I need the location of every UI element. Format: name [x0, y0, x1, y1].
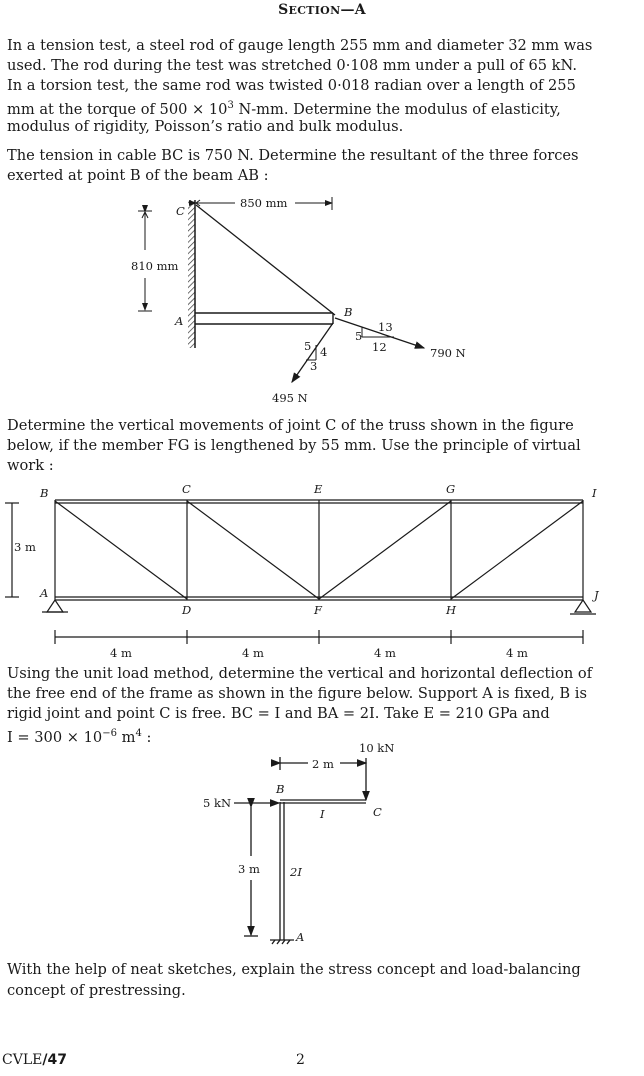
dim-2m: 2 m [312, 757, 334, 771]
q1-line-1: In a tension test, a steel rod of gauge length 255 mm and diameter 32 mm was [7, 37, 593, 54]
svg-text:5: 5 [304, 339, 312, 353]
q2-line-2: exerted at point B of the beam AB : [7, 167, 269, 184]
svg-text:13: 13 [378, 320, 393, 334]
frame-label-c: C [373, 805, 382, 819]
node-j: J [594, 588, 599, 602]
q5-line-1: With the help of neat sketches, explain the stress concept and load-balancing [7, 961, 581, 978]
svg-text:12: 12 [372, 340, 387, 354]
span-3: 4 m [374, 646, 396, 660]
frame-label-i: I [320, 807, 325, 821]
load-5kn: 5 kN [203, 796, 232, 810]
svg-text:5: 5 [355, 329, 363, 343]
q3-line-1: Determine the vertical movements of joint C of the truss shown in the figure [7, 417, 574, 434]
force-790: 790 N [430, 346, 466, 360]
span-1: 4 m [110, 646, 132, 660]
span-4: 4 m [506, 646, 528, 660]
force-495: 495 N [272, 391, 308, 405]
node-h: H [446, 603, 457, 617]
node-d: D [182, 603, 192, 617]
node-i: I [592, 486, 597, 500]
node-g: G [446, 482, 456, 496]
q3-line-2: below, if the member FG is lengthened by 55 mm. Use the principle of virtual [7, 437, 581, 454]
q1-line-3: In a torsion test, the same rod was twisted 0·018 radian over a length of 255 [7, 77, 576, 94]
q4-line-4: $I = 300 \times 10^{-6}$ $m^4$ : [7, 728, 152, 746]
q1-line-2: used. The rod during the test was stretched 0·108 mm under a pull of 65 kN. [7, 57, 577, 74]
span-2: 4 m [242, 646, 264, 660]
frame-label-b: B [276, 782, 285, 796]
node-e: E [314, 482, 323, 496]
frame-label-2i: 2I [290, 865, 302, 879]
q4-line-3: rigid joint and point C is free. BC = I and BA = 2I. Take E = 210 GPa and [7, 705, 550, 722]
frame-label-a: A [296, 930, 305, 944]
q5-line-2: concept of prestressing. [7, 982, 186, 999]
q4-line-1: Using the unit load method, determine the vertical and horizontal deflection of [7, 665, 593, 682]
svg-text:3: 3 [310, 359, 318, 373]
dim-3m: 3 m [238, 862, 260, 876]
paper-code: CVLE/47 [2, 1052, 67, 1068]
load-10kn: 10 kN [359, 741, 395, 755]
label-a: A [175, 314, 184, 328]
dim-850: 850 mm [240, 196, 288, 210]
label-b: B [344, 305, 353, 319]
node-c: C [182, 482, 191, 496]
truss-height: 3 m [14, 540, 36, 554]
dim-810: 810 mm [131, 259, 179, 273]
node-f: F [314, 603, 322, 617]
q4-line-2: the free end of the frame as shown in the figure below. Support A is fixed, B is [7, 685, 587, 702]
q2-line-1: The tension in cable BC is 750 N. Determine the resultant of the three forces [7, 147, 579, 164]
page-number: 2 [296, 1052, 305, 1068]
node-b: B [40, 486, 49, 500]
node-a: A [40, 586, 49, 600]
section-heading: SECTION—A [278, 2, 366, 18]
svg-text:4: 4 [320, 345, 328, 359]
q1-line-4: mm at the torque of $500 \times 10^3$ N-mm. Determine the modulus of elasticity, [7, 100, 561, 118]
q3-line-3: work : [7, 457, 54, 474]
q1-line-5: modulus of rigidity, Poisson’s ratio and bulk modulus. [7, 118, 404, 135]
label-c: C [176, 204, 185, 218]
